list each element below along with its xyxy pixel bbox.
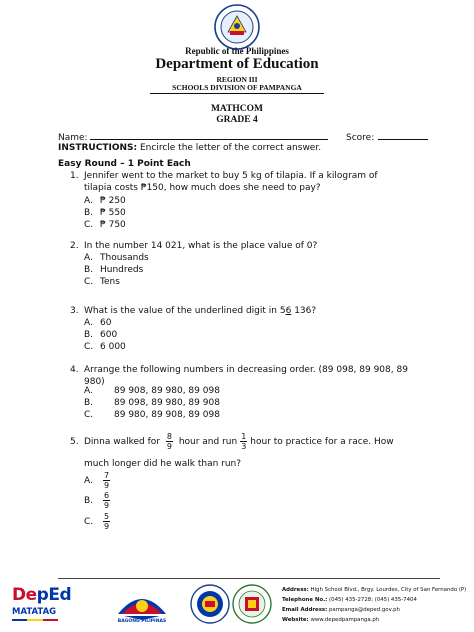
choice-5c[interactable]: C. $\frac{5}{9}$ — [84, 512, 110, 531]
question-number: 2. — [70, 241, 79, 251]
grade-title: GRADE 4 — [216, 115, 258, 125]
fraction: $\frac{5}{9}$ — [104, 512, 110, 531]
question-5 — [70, 432, 394, 452]
choice-3a[interactable]: A. 60 — [84, 318, 112, 328]
question-text: Dinna walked for — [84, 437, 160, 447]
choice-3c[interactable]: C. 6 000 — [84, 342, 126, 352]
question-number: 1. — [70, 171, 79, 181]
choice-4a[interactable]: A. 89 908, 89 980, 89 098 — [84, 386, 220, 396]
choice-4c[interactable]: C. 89 980, 89 908, 89 098 — [84, 410, 220, 420]
question-number: 4. — [70, 365, 79, 375]
address-line: Address: High School Blvd., Brgy. Lourdes, City of San Fernando (P) — [282, 587, 467, 593]
matatag-logo: MATATAG — [12, 607, 57, 617]
website-line: Website: www.depedpampanga.ph — [282, 617, 380, 623]
deped-logo: DepEd MATATAG — [12, 586, 64, 621]
name-blank[interactable] — [90, 130, 328, 140]
email-link[interactable]: pampanga@deped.gov.ph — [329, 607, 400, 613]
division-seal-icon — [190, 584, 230, 624]
region-text: REGION III — [216, 75, 258, 84]
question-number: 3. — [70, 306, 79, 316]
score-blank[interactable] — [378, 130, 428, 140]
round-title: Easy Round – 1 Point Each — [58, 159, 191, 169]
instructions-label: INSTRUCTIONS: — [58, 143, 138, 153]
header-divider — [150, 93, 324, 94]
fraction: $\frac{6}{9}$ — [104, 491, 110, 510]
matatag-stripe — [12, 619, 58, 621]
footer-divider — [58, 578, 440, 579]
question-3 — [70, 305, 316, 317]
question-text-end: 136? — [291, 306, 317, 316]
choice-1b[interactable]: B. ₱ 550 — [84, 208, 126, 218]
department-title: Department of Education — [155, 56, 319, 72]
question-text: Arrange the following numbers in decreasing order. (89 098, 89 908, 89 — [84, 365, 408, 375]
choice-1c[interactable]: C. ₱ 750 — [84, 220, 126, 230]
city-seal-icon — [232, 584, 272, 624]
instructions-text: Encircle the letter of the correct answer. — [139, 143, 322, 153]
telephone-line: Telephone No.: (045) 435-2728; (045) 435-7404 — [282, 597, 417, 603]
question-text: hour to practice for a race. How — [250, 437, 394, 447]
question-text: What is the value of the underlined digit in 5 — [84, 306, 286, 316]
question-number: 5. — [70, 437, 79, 447]
choice-5a[interactable]: A. $\frac{7}{9}$ — [84, 471, 110, 490]
fraction: $\frac{7}{9}$ — [104, 471, 110, 490]
fraction: $\frac{1}{3}$ — [241, 432, 247, 451]
question-2 — [70, 240, 317, 252]
question-1 — [70, 170, 378, 194]
email-line: Email Address: pampanga@deped.gov.ph — [282, 607, 400, 613]
bagong-pilipinas-logo-icon — [112, 584, 172, 632]
choice-2a[interactable]: A. Thousands — [84, 253, 149, 263]
deped-seal-icon — [214, 4, 260, 50]
website-link[interactable]: www.depedpampanga.ph — [310, 617, 380, 623]
instructions — [58, 142, 321, 154]
score-row — [346, 130, 428, 144]
score-label: Score: — [346, 133, 375, 143]
choice-2b[interactable]: B. Hundreds — [84, 265, 144, 275]
name-label: Name: — [58, 133, 88, 143]
question-text: 980) — [84, 377, 105, 387]
question-text: Jennifer went to the market to buy 5 kg of tilapia. If a kilogram of — [84, 171, 378, 181]
question-text: hour and run — [178, 437, 238, 447]
republic-text: Republic of the Philippines — [185, 46, 289, 56]
choice-3b[interactable]: B. 600 — [84, 330, 118, 340]
fraction: $\frac{8}{9}$ — [166, 432, 172, 451]
test-title: MATHCOM — [210, 104, 264, 114]
choice-5b[interactable]: B. $\frac{6}{9}$ — [84, 491, 110, 510]
question-text: In the number 14 021, what is the place value of 0? — [84, 241, 318, 251]
bagong-pilipinas-label: BAGONG PILIPINAS — [117, 619, 167, 624]
question-text: much longer did he walk than run? — [84, 459, 242, 469]
division-text: SCHOOLS DIVISION OF PAMPANGA — [172, 83, 302, 92]
choice-1a[interactable]: A. ₱ 250 — [84, 196, 126, 206]
underlined-digit: 6 — [285, 306, 292, 316]
choice-4b[interactable]: B. 89 098, 89 980, 89 908 — [84, 398, 220, 408]
question-text: tilapia costs ₱150, how much does she need to pay? — [84, 183, 321, 193]
choice-2c[interactable]: C. Tens — [84, 277, 120, 287]
